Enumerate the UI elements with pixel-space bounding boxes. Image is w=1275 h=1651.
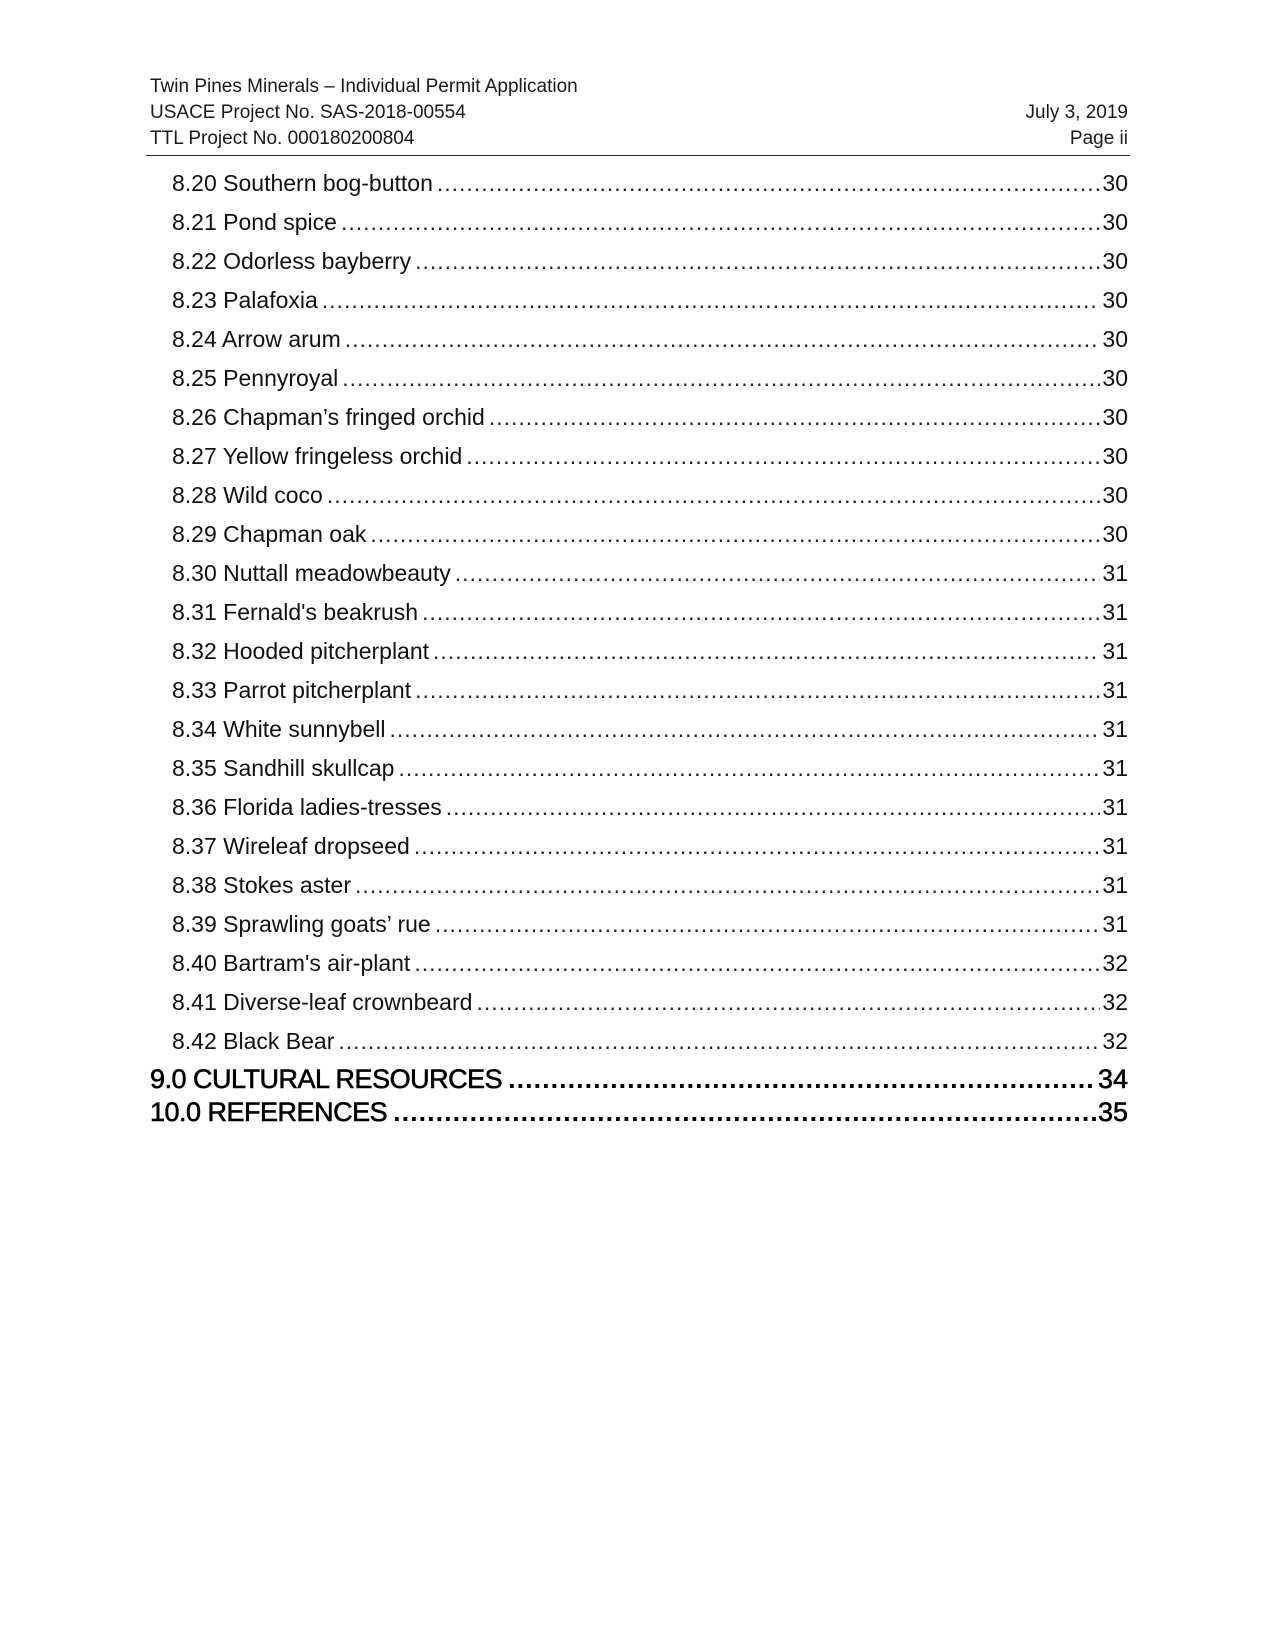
toc-entry-title: Hooded pitcherplant xyxy=(216,638,430,664)
toc-section-title: 10.0 REFERENCES xyxy=(150,1097,388,1127)
toc-entry-number: 8.41 xyxy=(172,989,217,1015)
toc-leader-dots xyxy=(415,242,1100,281)
toc-entry-page: 30 xyxy=(1102,248,1128,274)
toc-entry-title: Sandhill skullcap xyxy=(216,755,395,781)
toc-leader-dots xyxy=(437,164,1101,203)
toc-entry-title: Nuttall meadowbeauty xyxy=(216,560,451,586)
toc-leader-dots xyxy=(455,554,1101,593)
toc-entry-title: Chapman’s fringed orchid xyxy=(216,404,485,430)
toc-entry[interactable] xyxy=(150,671,1128,710)
toc-entry-page: 31 xyxy=(1102,794,1128,820)
page-header xyxy=(150,74,1128,152)
toc-entry[interactable] xyxy=(150,242,1128,281)
toc-entry-number: 8.28 xyxy=(172,482,217,508)
toc-leader-dots xyxy=(422,593,1100,632)
toc-entry[interactable] xyxy=(150,632,1128,671)
toc-entry-title: Pond spice xyxy=(216,209,337,235)
toc-entry-page: 32 xyxy=(1102,1028,1128,1054)
toc-entry[interactable] xyxy=(150,281,1128,320)
toc-entry-page: 30 xyxy=(1102,170,1128,196)
toc-section-entry[interactable] xyxy=(150,1096,1128,1129)
toc-leader-dots xyxy=(322,281,1101,320)
toc-entry[interactable] xyxy=(150,866,1128,905)
toc-entry-page: 31 xyxy=(1102,677,1128,703)
toc-subsection-list xyxy=(150,164,1128,1061)
toc-entry[interactable] xyxy=(150,437,1128,476)
toc-entry-number: 8.35 xyxy=(172,755,217,781)
toc-entry-title: Parrot pitcherplant xyxy=(216,677,412,703)
toc-entry[interactable] xyxy=(150,359,1128,398)
toc-entry-page: 31 xyxy=(1102,911,1128,937)
toc-entry-number: 8.38 xyxy=(172,872,217,898)
header-divider xyxy=(146,155,1130,156)
toc-entry[interactable] xyxy=(150,944,1128,983)
toc-entry-page: 30 xyxy=(1102,443,1128,469)
toc-leader-dots xyxy=(476,983,1100,1022)
toc-leader-dots xyxy=(446,788,1101,827)
toc-section-list xyxy=(150,1063,1128,1129)
toc-leader-dots xyxy=(489,398,1101,437)
toc-entry-title: Chapman oak xyxy=(216,521,367,547)
toc-entry-number: 8.25 xyxy=(172,365,217,391)
toc-entry[interactable] xyxy=(150,476,1128,515)
toc-entry-number: 8.32 xyxy=(172,638,217,664)
toc-entry-number: 8.34 xyxy=(172,716,217,742)
toc-section-entry[interactable] xyxy=(150,1063,1128,1096)
table-of-contents xyxy=(150,164,1128,1129)
toc-entry-number: 8.20 xyxy=(172,170,217,196)
toc-entry[interactable] xyxy=(150,398,1128,437)
toc-entry-number: 8.24 xyxy=(172,326,217,352)
toc-leader-dots xyxy=(435,905,1101,944)
toc-leader-dots xyxy=(433,632,1100,671)
header-row-1 xyxy=(150,74,1128,100)
header-row-2 xyxy=(150,100,1128,126)
toc-entry-number: 8.23 xyxy=(172,287,217,313)
header-page-number: Page ii xyxy=(1069,128,1128,149)
toc-section-title: 9.0 CULTURAL RESOURCES xyxy=(150,1064,503,1094)
toc-entry-number: 8.26 xyxy=(172,404,217,430)
toc-leader-dots xyxy=(508,1063,1096,1096)
toc-entry-title: Bartram's air-plant xyxy=(216,950,411,976)
toc-entry-number: 8.37 xyxy=(172,833,217,859)
toc-leader-dots xyxy=(415,671,1100,710)
header-ttl-project-number: TTL Project No. 000180200804 xyxy=(150,128,415,149)
toc-entry-page: 31 xyxy=(1102,872,1128,898)
toc-entry-title: Pennyroyal xyxy=(216,365,339,391)
toc-leader-dots xyxy=(345,320,1101,359)
toc-leader-dots xyxy=(393,1096,1096,1129)
toc-entry[interactable] xyxy=(150,164,1128,203)
toc-entry-page: 31 xyxy=(1102,755,1128,781)
toc-entry[interactable] xyxy=(150,710,1128,749)
toc-section-page: 34 xyxy=(1097,1064,1128,1094)
toc-entry-page: 32 xyxy=(1102,989,1128,1015)
toc-entry-page: 30 xyxy=(1102,326,1128,352)
toc-entry[interactable] xyxy=(150,593,1128,632)
toc-entry[interactable] xyxy=(150,788,1128,827)
toc-entry-page: 30 xyxy=(1102,404,1128,430)
toc-entry-title: Stokes aster xyxy=(216,872,351,898)
toc-entry-page: 30 xyxy=(1102,521,1128,547)
header-date: July 3, 2019 xyxy=(1025,102,1128,123)
toc-leader-dots xyxy=(370,515,1100,554)
toc-entry-number: 8.27 xyxy=(172,443,217,469)
toc-entry-page: 30 xyxy=(1102,482,1128,508)
toc-entry-title: Arrow arum xyxy=(216,326,341,352)
toc-entry-number: 8.42 xyxy=(172,1028,217,1054)
toc-leader-dots xyxy=(341,203,1100,242)
toc-entry-number: 8.39 xyxy=(172,911,217,937)
toc-entry-title: Black Bear xyxy=(216,1028,335,1054)
toc-entry-title: Yellow fringeless orchid xyxy=(216,443,463,469)
toc-entry-number: 8.30 xyxy=(172,560,217,586)
toc-entry-number: 8.29 xyxy=(172,521,217,547)
toc-entry-page: 30 xyxy=(1102,287,1128,313)
toc-entry[interactable] xyxy=(150,320,1128,359)
toc-entry-number: 8.40 xyxy=(172,950,217,976)
toc-entry-page: 31 xyxy=(1102,560,1128,586)
toc-entry[interactable] xyxy=(150,554,1128,593)
toc-entry-page: 31 xyxy=(1102,716,1128,742)
toc-entry-page: 30 xyxy=(1102,209,1128,235)
toc-entry[interactable] xyxy=(150,983,1128,1022)
toc-entry-title: Wild coco xyxy=(216,482,323,508)
toc-leader-dots xyxy=(355,866,1100,905)
toc-entry-number: 8.21 xyxy=(172,209,217,235)
toc-entry-title: White sunnybell xyxy=(216,716,386,742)
toc-entry-title: Florida ladies-tresses xyxy=(216,794,442,820)
toc-leader-dots xyxy=(398,749,1100,788)
toc-entry-title: Odorless bayberry xyxy=(216,248,412,274)
toc-entry-page: 30 xyxy=(1102,365,1128,391)
toc-leader-dots xyxy=(342,359,1100,398)
toc-entry-page: 31 xyxy=(1102,638,1128,664)
toc-entry-page: 31 xyxy=(1102,833,1128,859)
toc-entry-number: 8.22 xyxy=(172,248,217,274)
header-row-3 xyxy=(150,126,1128,152)
toc-entry[interactable] xyxy=(150,203,1128,242)
toc-entry-title: Southern bog-button xyxy=(216,170,433,196)
toc-entry[interactable] xyxy=(150,515,1128,554)
toc-entry[interactable] xyxy=(150,827,1128,866)
toc-entry-title: Sprawling goats’ rue xyxy=(216,911,431,937)
toc-leader-dots xyxy=(414,827,1101,866)
header-usace-project-number: USACE Project No. SAS-2018-00554 xyxy=(150,102,466,123)
toc-leader-dots xyxy=(327,476,1101,515)
toc-entry-number: 8.33 xyxy=(172,677,217,703)
toc-leader-dots xyxy=(338,1022,1100,1061)
header-project-title: Twin Pines Minerals – Individual Permit Application xyxy=(150,76,578,97)
toc-leader-dots xyxy=(414,944,1100,983)
toc-entry[interactable] xyxy=(150,905,1128,944)
toc-entry-title: Palafoxia xyxy=(216,287,318,313)
toc-entry-title: Diverse-leaf crownbeard xyxy=(216,989,473,1015)
toc-leader-dots xyxy=(390,710,1101,749)
toc-entry-number: 8.36 xyxy=(172,794,217,820)
toc-leader-dots xyxy=(466,437,1100,476)
toc-section-page: 35 xyxy=(1097,1097,1128,1127)
toc-entry-title: Wireleaf dropseed xyxy=(216,833,410,859)
toc-entry[interactable] xyxy=(150,1022,1128,1061)
toc-entry-number: 8.31 xyxy=(172,599,217,625)
toc-entry-page: 31 xyxy=(1102,599,1128,625)
toc-entry[interactable] xyxy=(150,749,1128,788)
toc-entry-page: 32 xyxy=(1102,950,1128,976)
toc-entry-title: Fernald's beakrush xyxy=(216,599,419,625)
